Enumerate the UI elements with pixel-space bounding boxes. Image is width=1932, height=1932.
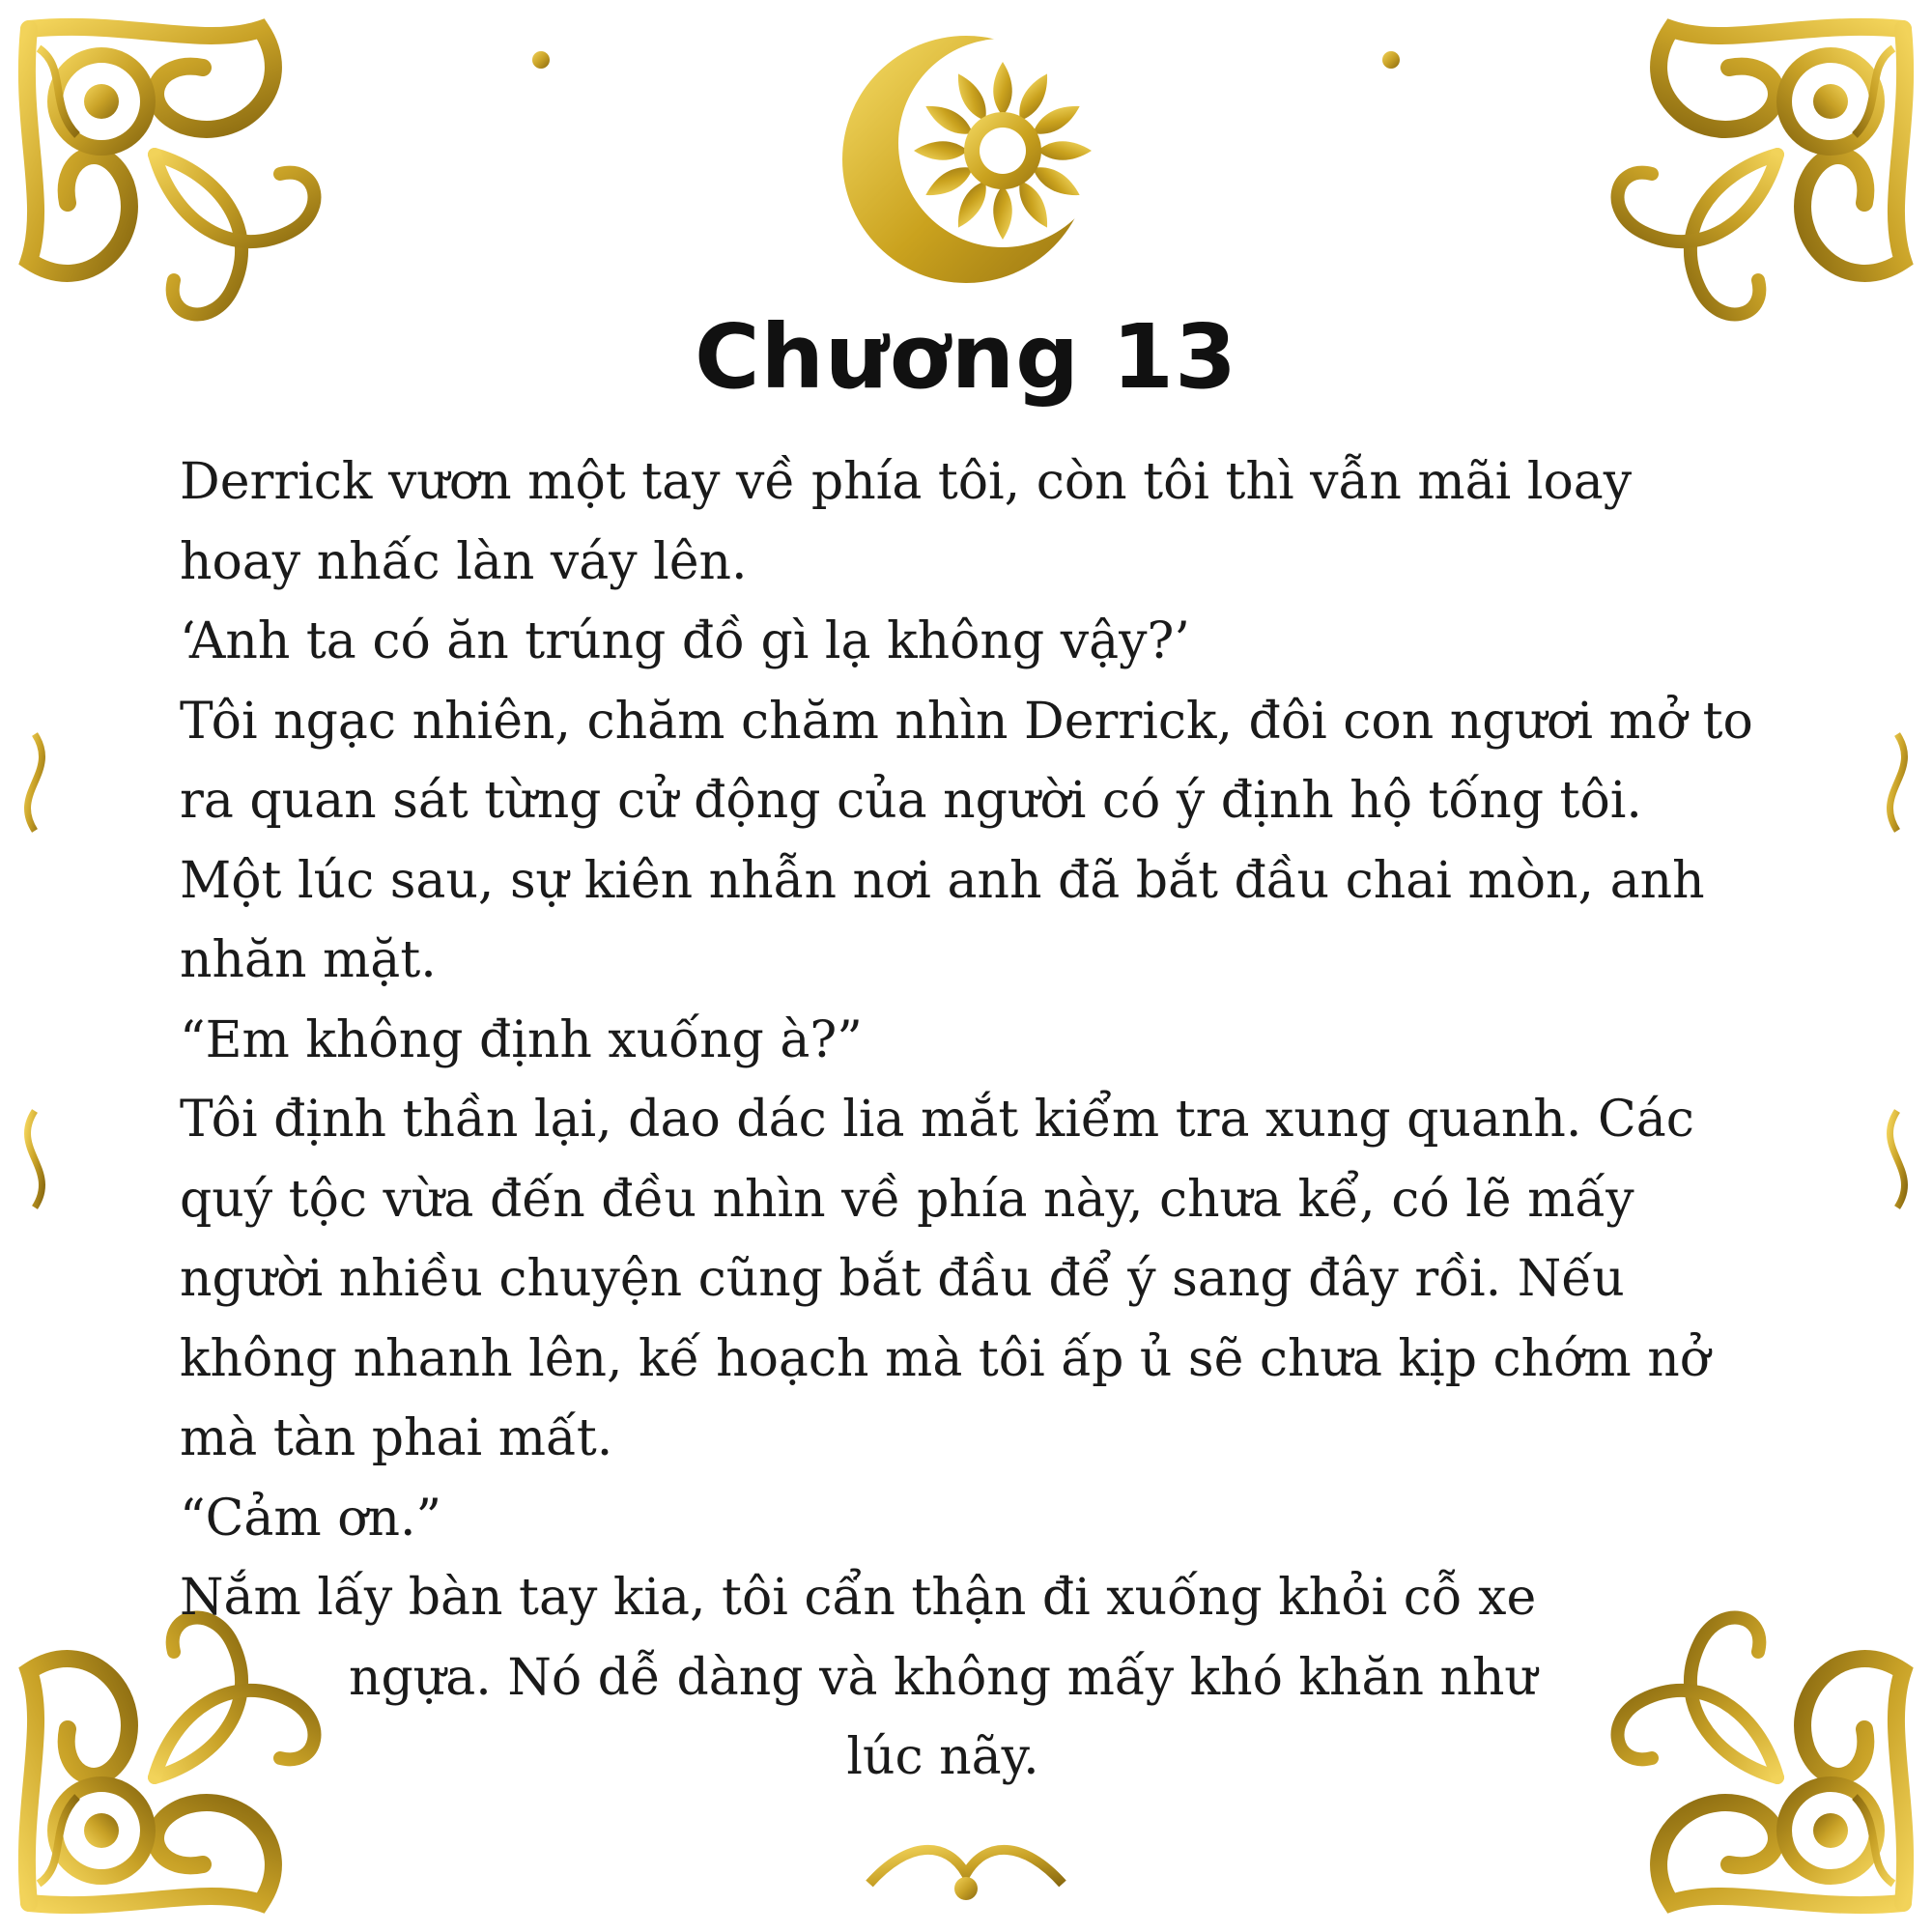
bottom-border-rule	[280, 1850, 1652, 1900]
chapter-body	[180, 442, 1764, 1798]
paragraph: ‘Anh ta có ăn trúng đồ gì lạ không vậy?’	[180, 612, 1190, 670]
closing-line: ngựa. Nó dễ dàng và không mấy khó khăn như	[349, 1648, 1537, 1707]
closing-line: lúc nãy.	[846, 1728, 1039, 1786]
left-border-rule	[27, 290, 42, 1642]
paragraph: Tôi ngạc nhiên, chăm chăm nhìn Derrick, đôi con ngươi mở to ra quan sát từng cử động của người có ý định hộ tống tôi.	[180, 692, 1753, 830]
chapter-title: Chương 13	[694, 305, 1238, 409]
corner-ornament-top-right	[1618, 27, 1906, 315]
paragraph: “Cảm ơn.”	[180, 1489, 442, 1548]
right-border-rule	[1889, 290, 1904, 1642]
paragraph: Derrick vươn một tay về phía tôi, còn tôi thì vẫn mãi loay hoay nhấc làn váy lên.	[180, 453, 1633, 591]
paragraph: “Em không định xuống à?”	[180, 1010, 863, 1069]
paragraph: Tôi định thần lại, dao dác lia mắt kiểm tra xung quanh. Các quý tộc vừa đến đều nhìn về phía này, chưa kể, có lẽ mấy người nhiều chuyện cũng bắt đầu để ý sang đây rồi. Nếu không nhanh lên, kế hoạch mà tôi ấp ủ sẽ chưa kịp chớm nở mà tàn phai mất.	[180, 1091, 1711, 1467]
paragraph: Nắm lấy bàn tay kia, tôi cẩn thận đi xuống khỏi cỗ xe	[180, 1569, 1537, 1627]
crescent-moon-sun-icon	[831, 29, 1111, 290]
paragraph: Một lúc sau, sự kiên nhẫn nơi anh đã bắt đầu chai mòn, anh nhăn mặt.	[180, 851, 1705, 989]
corner-ornament-top-left	[27, 27, 315, 315]
